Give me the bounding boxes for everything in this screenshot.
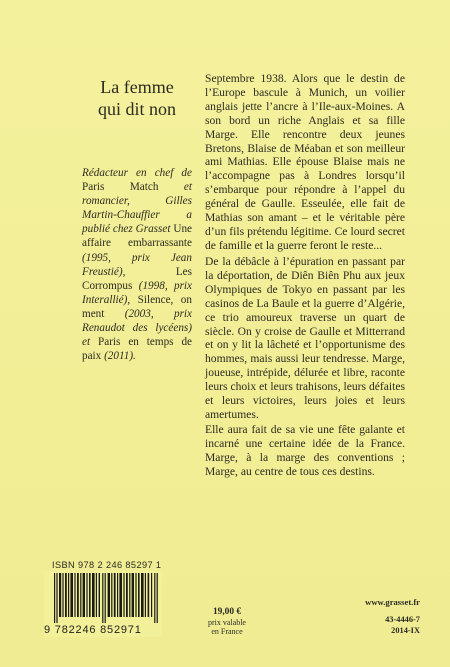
publisher-code-1: 43-4446-7 bbox=[385, 615, 420, 624]
bio-italic-5: (2003, prix Renaudot des lycéens) et bbox=[82, 307, 193, 349]
price-note-line-2: en France bbox=[211, 627, 243, 637]
title-line-2: qui dit non bbox=[97, 99, 176, 119]
price-amount: 19,00 € bbox=[212, 607, 242, 617]
bio-book-3: Silence, on ment bbox=[82, 293, 192, 320]
isbn-label: ISBN 978 2 246 85297 1 bbox=[52, 560, 162, 570]
price-note-line-1: prix valable bbox=[208, 617, 246, 627]
bio-italic-6: (2011). bbox=[104, 350, 136, 363]
bio-italic-1: Rédacteur en chef de bbox=[82, 167, 192, 179]
bio-plain-1: Paris Match bbox=[82, 181, 159, 194]
barcode-digits: 9 782246 852971 bbox=[44, 624, 142, 636]
bio-book-2: Les Corrompus bbox=[82, 265, 192, 292]
barcode-icon bbox=[54, 573, 158, 623]
title-line-1: La femme bbox=[100, 77, 174, 97]
bio-italic-3: (1995, prix Jean Freustié), bbox=[82, 251, 192, 278]
summary-block-2 bbox=[205, 255, 405, 479]
barcode bbox=[44, 571, 162, 637]
bio-book-1: Une affaire embarrassante bbox=[82, 223, 192, 250]
price-block bbox=[202, 608, 252, 637]
bio-italic-4: (1998, prix Interallié), bbox=[82, 279, 193, 306]
bio-book-4: Paris en temps de paix bbox=[82, 336, 193, 363]
author-bio bbox=[82, 166, 192, 363]
summary-paragraph-1: Septembre 1938. Alors que le destin de l’Europe bascule à Munich, un voilier anglais jette l’ancre à l’Ile-aux-Moines. A son bord un riche Anglais et sa fille Marge. Elle rencontre deux jeunes Bretons, Blaise de Méaban et son meilleur ami Mathias. Elle épouse Blaise mais ne l’accompagne pas à Londres lorsqu’il s’embarque pour répondre à l’appel du général de Gaulle. Esseulée, elle fait de Mathias son amant – et le véritable père d’un fils prétendu légitime. Ce lourd secret de famille et la guerre feront le reste... bbox=[205, 72, 405, 252]
bio-italic-2: et romancier, Gilles Martin-Chauffier a publié chez Grasset bbox=[82, 181, 192, 236]
summary-paragraph-3: Elle aura fait de sa vie une fête galante et incarné une certaine idée de la France. Marge, à la marge des conventions ; Marge, au centre de tous ces destins. bbox=[205, 422, 405, 478]
book-title bbox=[82, 76, 192, 120]
publisher-codes bbox=[340, 614, 420, 636]
publisher-website: www.grasset.fr bbox=[365, 597, 420, 607]
publisher-code-2: 2014-IX bbox=[391, 626, 420, 635]
summary-paragraph-2: De la débâcle à l’épuration en passant par la déportation, de Diên Biên Phu aux jeux Olympiques de Tokyo en passant par les casinos de La Baule et la guerre d’Algérie, ce trio amoureux traverse un quart de siècle. On y croise de Gaulle et Mitterrand et on y lit la lâcheté et l’opportunisme des hommes, mais aussi leur tendresse. Marge, joueuse, intrépide, délurée et libre, raconte leurs choix et leurs trahisons, leurs défaites et leurs victoires, leurs joies et leurs amertumes. bbox=[205, 255, 405, 421]
summary-block-1 bbox=[205, 72, 405, 253]
